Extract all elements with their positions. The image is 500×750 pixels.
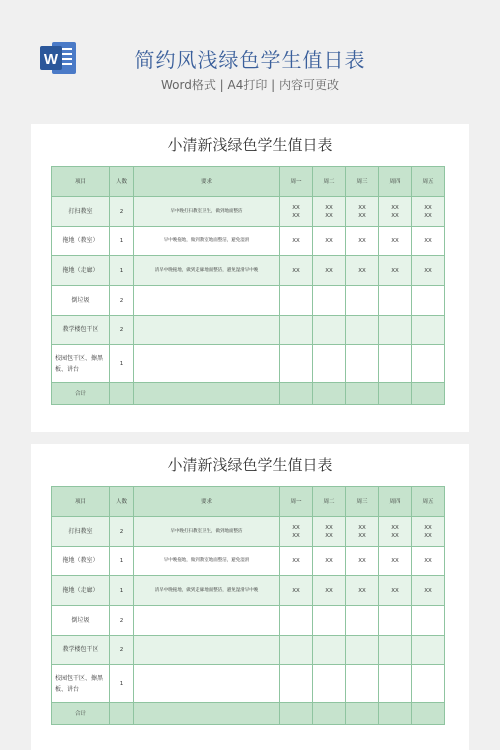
day-cell (313, 636, 346, 665)
day-cell (280, 665, 313, 703)
day-cell (412, 576, 445, 606)
requirement-cell: 早中晚拖地，做到教室地面整洁，避免湿滑 (134, 227, 280, 256)
count-cell: 1 (110, 345, 134, 383)
table-row (52, 227, 445, 256)
student-name: XX (358, 532, 366, 539)
document-page-1 (31, 124, 469, 432)
requirement-cell (134, 345, 280, 383)
day-cell (379, 576, 412, 606)
requirement-cell (134, 606, 280, 636)
column-header: 周五 (412, 487, 445, 517)
student-name: XX (424, 558, 432, 564)
total-cell (110, 703, 134, 725)
day-cell (412, 197, 445, 227)
document-page-2 (31, 444, 469, 750)
day-cell (280, 197, 313, 227)
total-row (52, 703, 445, 725)
requirement-cell (134, 665, 280, 703)
day-cell (412, 547, 445, 576)
task-name-cell: 校园包干区、擦黑板、讲台 (52, 345, 110, 383)
day-cell (379, 256, 412, 286)
count-cell: 1 (110, 665, 134, 703)
student-name: XX (325, 558, 333, 564)
day-cell (313, 517, 346, 547)
total-cell (110, 383, 134, 405)
header (0, 0, 500, 118)
student-name: XX (292, 558, 300, 564)
day-cell (412, 665, 445, 703)
task-name-cell: 拖地（教室） (52, 227, 110, 256)
day-cell (346, 636, 379, 665)
day-cell (412, 606, 445, 636)
student-name: XX (358, 204, 366, 211)
total-cell (134, 703, 280, 725)
total-cell (379, 383, 412, 405)
student-name: XX (424, 267, 432, 274)
table-row (52, 345, 445, 383)
student-name: XX (325, 524, 333, 531)
day-cell (313, 345, 346, 383)
day-cell (346, 197, 379, 227)
total-cell (134, 383, 280, 405)
day-cell (280, 227, 313, 256)
column-header: 周二 (313, 487, 346, 517)
count-cell: 1 (110, 256, 134, 286)
task-name-cell: 打扫教室 (52, 197, 110, 227)
count-cell: 1 (110, 576, 134, 606)
column-header: 周三 (346, 487, 379, 517)
student-name: XX (391, 587, 399, 594)
student-name: XX (358, 212, 366, 219)
task-name-cell: 校园包干区、擦黑板、讲台 (52, 665, 110, 703)
student-name: XX (325, 212, 333, 219)
word-icon-letter: W (43, 51, 59, 68)
task-name-cell: 拖地（走廊） (52, 576, 110, 606)
column-header: 周一 (280, 167, 313, 197)
requirement-cell: 早中晚打扫教室卫生，做到地面整洁 (134, 197, 280, 227)
requirement-cell: 清早中晚拖地，做到走廊地面整洁，避免湿滑早中晚 (134, 256, 280, 286)
column-header: 人数 (110, 167, 134, 197)
day-cell (280, 316, 313, 345)
total-row (52, 383, 445, 405)
count-cell: 2 (110, 606, 134, 636)
table-row (52, 286, 445, 316)
task-name-cell: 拖地（教室） (52, 547, 110, 576)
table-row (52, 636, 445, 665)
day-cell (379, 197, 412, 227)
day-cell (346, 576, 379, 606)
day-cell (379, 286, 412, 316)
day-cell (346, 606, 379, 636)
page-subtitle: Word格式 | A4打印 | 内容可更改 (160, 78, 340, 92)
day-cell (346, 665, 379, 703)
day-cell (313, 547, 346, 576)
table-row (52, 197, 445, 227)
day-cell (280, 547, 313, 576)
column-header: 周一 (280, 487, 313, 517)
day-cell (313, 576, 346, 606)
day-cell (313, 665, 346, 703)
day-cell (313, 197, 346, 227)
day-cell (346, 227, 379, 256)
table-row (52, 256, 445, 286)
day-cell (346, 316, 379, 345)
document-title: 小清新浅绿色学生值日表 (167, 456, 333, 474)
day-cell (412, 286, 445, 316)
student-name: XX (292, 204, 300, 211)
student-name: XX (391, 524, 399, 531)
day-cell (313, 606, 346, 636)
table-header-row (52, 487, 445, 517)
student-name: XX (292, 587, 300, 594)
total-cell (280, 383, 313, 405)
day-cell (280, 606, 313, 636)
student-name: XX (292, 212, 300, 219)
student-name: XX (292, 524, 300, 531)
total-label: 合计 (52, 383, 110, 405)
day-cell (412, 345, 445, 383)
total-cell (412, 383, 445, 405)
student-name: XX (292, 267, 300, 274)
student-name: XX (424, 238, 432, 244)
duty-table (51, 486, 445, 725)
total-cell (346, 383, 379, 405)
total-label: 合计 (52, 703, 110, 725)
task-name-cell: 教学楼包干区 (52, 636, 110, 665)
day-cell (346, 345, 379, 383)
total-cell (379, 703, 412, 725)
duty-table (51, 166, 445, 405)
student-name: XX (292, 532, 300, 539)
day-cell (346, 547, 379, 576)
day-cell (379, 606, 412, 636)
task-name-cell: 拖地（走廊） (52, 256, 110, 286)
day-cell (313, 256, 346, 286)
table-row (52, 517, 445, 547)
column-header: 项目 (52, 487, 110, 517)
table-row (52, 547, 445, 576)
task-name-cell: 打扫教室 (52, 517, 110, 547)
day-cell (280, 636, 313, 665)
column-header: 要求 (134, 487, 280, 517)
day-cell (346, 286, 379, 316)
count-cell: 2 (110, 517, 134, 547)
student-name: XX (325, 204, 333, 211)
student-name: XX (391, 204, 399, 211)
requirement-cell (134, 636, 280, 665)
column-header: 要求 (134, 167, 280, 197)
column-header: 周二 (313, 167, 346, 197)
student-name: XX (292, 238, 300, 244)
day-cell (412, 636, 445, 665)
table-row (52, 665, 445, 703)
day-cell (313, 286, 346, 316)
table-row (52, 316, 445, 345)
day-cell (412, 227, 445, 256)
student-name: XX (325, 238, 333, 244)
day-cell (313, 316, 346, 345)
column-header: 人数 (110, 487, 134, 517)
total-cell (280, 703, 313, 725)
student-name: XX (424, 587, 432, 594)
count-cell: 2 (110, 286, 134, 316)
student-name: XX (358, 238, 366, 244)
student-name: XX (358, 587, 366, 594)
table-row (52, 576, 445, 606)
day-cell (280, 345, 313, 383)
requirement-cell: 早中晚打扫教室卫生，做到地面整洁 (134, 517, 280, 547)
column-header: 周三 (346, 167, 379, 197)
requirement-cell (134, 286, 280, 316)
student-name: XX (325, 532, 333, 539)
count-cell: 1 (110, 227, 134, 256)
task-name-cell: 倒垃圾 (52, 606, 110, 636)
student-name: XX (391, 532, 399, 539)
student-name: XX (358, 558, 366, 564)
day-cell (412, 316, 445, 345)
day-cell (379, 665, 412, 703)
total-cell (313, 703, 346, 725)
student-name: XX (424, 204, 432, 211)
count-cell: 2 (110, 197, 134, 227)
task-name-cell: 教学楼包干区 (52, 316, 110, 345)
table-row (52, 606, 445, 636)
day-cell (280, 576, 313, 606)
column-header: 项目 (52, 167, 110, 197)
student-name: XX (391, 212, 399, 219)
day-cell (379, 227, 412, 256)
requirement-cell: 清早中晚拖地，做到走廊地面整洁，避免湿滑早中晚 (134, 576, 280, 606)
column-header: 周四 (379, 487, 412, 517)
requirement-cell (134, 316, 280, 345)
total-cell (412, 703, 445, 725)
student-name: XX (424, 532, 432, 539)
student-name: XX (358, 267, 366, 274)
day-cell (346, 256, 379, 286)
student-name: XX (391, 238, 399, 244)
page-title: 简约风浅绿色学生值日表 (134, 48, 366, 72)
day-cell (346, 517, 379, 547)
day-cell (280, 256, 313, 286)
requirement-cell: 早中晚拖地，做到教室地面整洁，避免湿滑 (134, 547, 280, 576)
day-cell (313, 227, 346, 256)
document-title: 小清新浅绿色学生值日表 (167, 136, 333, 154)
student-name: XX (391, 267, 399, 274)
count-cell: 2 (110, 636, 134, 665)
count-cell: 1 (110, 547, 134, 576)
day-cell (280, 286, 313, 316)
task-name-cell: 倒垃圾 (52, 286, 110, 316)
day-cell (280, 517, 313, 547)
student-name: XX (325, 267, 333, 274)
column-header: 周五 (412, 167, 445, 197)
total-cell (346, 703, 379, 725)
day-cell (379, 636, 412, 665)
day-cell (379, 517, 412, 547)
total-cell (313, 383, 346, 405)
day-cell (379, 345, 412, 383)
student-name: XX (391, 558, 399, 564)
count-cell: 2 (110, 316, 134, 345)
student-name: XX (424, 524, 432, 531)
student-name: XX (424, 212, 432, 219)
column-header: 周四 (379, 167, 412, 197)
day-cell (412, 256, 445, 286)
day-cell (379, 316, 412, 345)
student-name: XX (325, 587, 333, 594)
day-cell (379, 547, 412, 576)
day-cell (412, 517, 445, 547)
student-name: XX (358, 524, 366, 531)
table-header-row (52, 167, 445, 197)
